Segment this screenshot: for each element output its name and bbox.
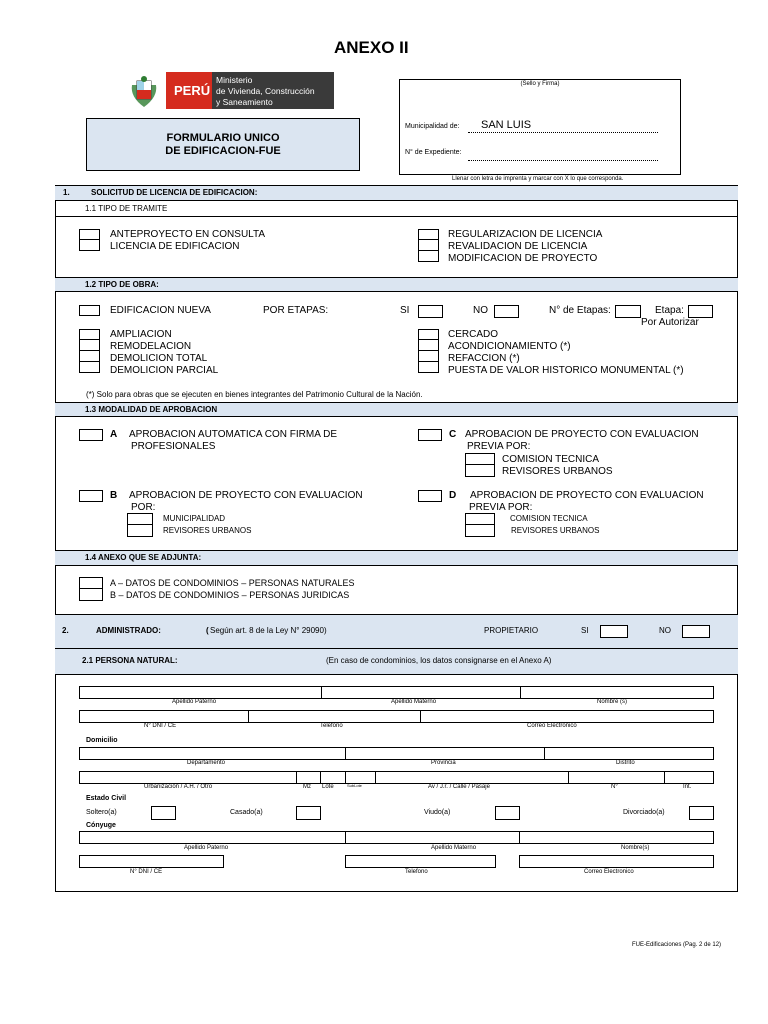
municipality-underline — [468, 132, 658, 133]
mz-field[interactable] — [296, 771, 321, 784]
checkbox-d-comision[interactable] — [465, 513, 495, 525]
checkbox-anteproyecto[interactable] — [79, 229, 100, 240]
obra-title: 1.2 TIPO DE OBRA: — [85, 280, 159, 289]
mod-a-letter: A — [110, 429, 118, 440]
conyuge-label: Cónyuge — [86, 822, 116, 829]
checkbox-propietario-no[interactable] — [682, 625, 710, 638]
c-correo-label: Correo Electronico — [584, 869, 634, 875]
urbanizacion-label: Urbanización / A.H. / Otro — [144, 784, 213, 790]
correo-label: Correo Electronico — [527, 723, 577, 729]
logo-country-text: PERÚ — [174, 83, 211, 98]
checkbox-c-comision[interactable] — [465, 453, 495, 465]
peru-coat-of-arms-icon — [128, 75, 160, 109]
apellido-paterno-label: Apellido Paterno — [172, 699, 217, 705]
mod-a-line-1: APROBACION AUTOMATICA CON FIRMA DE — [129, 429, 337, 440]
provincia-label: Provincia — [431, 760, 456, 766]
expediente-label: N° de Expediente: — [405, 149, 462, 156]
c-dni-label: N° DNI / CE — [130, 869, 163, 875]
section-2-number: 2. — [62, 626, 69, 635]
checkbox-b-municipalidad[interactable] — [127, 513, 153, 525]
checkbox-regularizacion[interactable] — [418, 229, 439, 240]
divider — [55, 216, 738, 217]
checkbox-modalidad-b[interactable] — [79, 490, 103, 502]
mod-c-line-1: APROBACION DE PROYECTO CON EVALUACION — [465, 429, 699, 440]
form-title-line-1: FORMULARIO UNICO — [166, 132, 280, 144]
stamp-box — [399, 79, 681, 175]
interior-label: Int. — [683, 784, 692, 790]
section-1-title: SOLICITUD DE LICENCIA DE EDIFICACION: — [91, 188, 258, 197]
mz-label: Mz — [303, 784, 311, 790]
c-telefono-label: Telefono — [405, 869, 428, 875]
checkbox-etapas-si[interactable] — [418, 305, 443, 318]
n-etapas-field[interactable] — [615, 305, 641, 318]
domicilio-label: Domicilio — [86, 737, 118, 744]
apellido-materno-label: Apellido Materno — [391, 699, 437, 705]
checkbox-demolicion-parcial[interactable] — [79, 362, 100, 373]
distrito-field[interactable] — [544, 747, 714, 760]
tramite-right-2: MODIFICACION DE PROYECTO — [448, 253, 598, 264]
estado-civil-label: Estado Civil — [86, 795, 127, 802]
propietario-si-label: SI — [581, 626, 589, 635]
page-title: ANEXO II — [334, 38, 409, 57]
numero-label: N° — [611, 784, 618, 790]
checkbox-c-revisores[interactable] — [465, 465, 495, 477]
distrito-label: Distrito — [616, 760, 635, 766]
lote-label: Lote — [322, 784, 334, 790]
c-apellido-materno-label: Apellido Materno — [431, 845, 477, 851]
via-field[interactable] — [375, 771, 569, 784]
checkbox-licencia-edificacion[interactable] — [79, 240, 100, 251]
anexo-title: 1.4 ANEXO QUE SE ADJUNTA: — [85, 553, 202, 562]
lote-field[interactable] — [320, 771, 346, 784]
checkbox-acondicionamiento[interactable] — [418, 340, 439, 351]
checkbox-anexo-b[interactable] — [79, 589, 103, 601]
nombres-field[interactable] — [520, 686, 714, 699]
tramite-left-1: LICENCIA DE EDIFICACION — [110, 241, 240, 252]
por-autorizar-label: Por Autorizar — [641, 317, 699, 328]
law-reference: Según art. 8 de la Ley N° 29090) — [210, 626, 327, 635]
interior-field[interactable] — [664, 771, 714, 784]
tramite-right-1: REVALIDACION DE LICENCIA — [448, 241, 588, 252]
anexo-opt-1: B – DATOS DE CONDOMINIOS – PERSONAS JURIDICAS — [110, 590, 350, 600]
propietario-no-label: NO — [659, 626, 671, 635]
checkbox-d-revisores[interactable] — [465, 525, 495, 537]
obra-left-1: REMODELACION — [110, 341, 192, 352]
c-correo-field[interactable] — [519, 855, 714, 868]
etapas-label: POR ETAPAS: — [263, 305, 329, 316]
checkbox-revalidacion[interactable] — [418, 240, 439, 251]
logo-ministry-line-3: y Saneamiento — [216, 97, 273, 107]
checkbox-modificacion[interactable] — [418, 251, 439, 262]
logo-ministry-line-2: de Vivienda, Construcción — [216, 86, 315, 96]
telefono-label: Telefono — [320, 723, 343, 729]
section-1-number: 1. — [63, 188, 70, 197]
pn-note: (En caso de condominios, los datos consignarse en el Anexo A) — [326, 656, 552, 665]
dni-label: N° DNI / CE — [144, 723, 177, 729]
mod-d-line-2: PREVIA POR: — [469, 502, 533, 513]
obra-left-0: AMPLIACION — [110, 329, 172, 340]
obra-left-2: DEMOLICION TOTAL — [110, 353, 208, 364]
checkbox-modalidad-d[interactable] — [418, 490, 442, 502]
checkbox-etapas-no[interactable] — [494, 305, 519, 318]
mod-b-line-1: APROBACION DE PROYECTO CON EVALUACION — [129, 490, 363, 501]
mod-d-letter: D — [449, 490, 457, 501]
checkbox-modalidad-c[interactable] — [418, 429, 442, 441]
checkbox-divorciado[interactable] — [689, 806, 714, 820]
mod-d-opt-1: REVISORES URBANOS — [511, 526, 600, 535]
pn-title: 2.1 PERSONA NATURAL: — [82, 656, 178, 665]
form-title-box — [86, 118, 360, 171]
checkbox-b-revisores[interactable] — [127, 525, 153, 537]
page-footer: FUE-Edificaciones (Pag. 2 de 12) — [632, 942, 722, 948]
section-2-title: ADMINISTRADO: — [96, 626, 161, 635]
nombres-label: Nombre (s) — [597, 699, 628, 705]
municipality-label: Municipalidad de: — [405, 123, 460, 130]
c-apellido-paterno-field[interactable] — [79, 831, 346, 844]
checkbox-anexo-a[interactable] — [79, 577, 103, 589]
mod-b-opt-1: REVISORES URBANOS — [163, 526, 252, 535]
obra-right-1: ACONDICIONAMIENTO (*) — [448, 341, 571, 352]
c-dni-field[interactable] — [79, 855, 224, 868]
anexo-opt-0: A – DATOS DE CONDOMINIOS – PERSONAS NATURALES — [110, 578, 355, 588]
obra-right-0: CERCADO — [448, 329, 499, 340]
modalidad-title: 1.3 MODALIDAD DE APROBACION — [85, 405, 218, 414]
departamento-field[interactable] — [79, 747, 346, 760]
obra-right-2: REFACCION (*) — [448, 353, 520, 364]
form-title-line-2: DE EDIFICACION-FUE — [165, 145, 281, 157]
mod-c-letter: C — [449, 429, 457, 440]
correo-field[interactable] — [420, 710, 714, 723]
ministry-logo — [166, 72, 334, 109]
c-nombres-field[interactable] — [519, 831, 714, 844]
etapas-si-label: SI — [400, 305, 410, 316]
soltero-label: Soltero(a) — [86, 809, 117, 816]
obra-note: (*) Solo para obras que se ejecuten en bienes integrantes del Patrimonio Cultural de la Nación. — [86, 390, 423, 399]
viudo-label: Viudo(a) — [424, 809, 451, 816]
mod-c-opt-1: REVISORES URBANOS — [502, 466, 613, 477]
sublote-label: SubLote — [347, 783, 362, 788]
checkbox-propietario-si[interactable] — [600, 625, 628, 638]
logo-ministry-line-1: Ministerio — [216, 75, 253, 85]
divorciado-label: Divorciado(a) — [623, 809, 665, 816]
mod-b-opt-0: MUNICIPALIDAD — [163, 514, 226, 523]
checkbox-cercado[interactable] — [418, 329, 439, 340]
dni-field[interactable] — [79, 710, 249, 723]
propietario-label: PROPIETARIO — [484, 626, 539, 635]
mod-c-opt-0: COMISION TECNICA — [502, 454, 600, 465]
mod-a-line-2: PROFESIONALES — [131, 441, 216, 452]
departamento-label: Departamento — [187, 760, 226, 766]
tramite-title: 1.1 TIPO DE TRAMITE — [85, 204, 168, 213]
numero-field[interactable] — [568, 771, 665, 784]
checkbox-puesta-valor[interactable] — [418, 362, 439, 373]
tramite-right-0: REGULARIZACION DE LICENCIA — [448, 229, 603, 240]
checkbox-ampliacion[interactable] — [79, 329, 100, 340]
expediente-underline[interactable] — [468, 160, 658, 161]
c-telefono-field[interactable] — [345, 855, 496, 868]
mod-d-line-1: APROBACION DE PROYECTO CON EVALUACION — [470, 490, 704, 501]
provincia-field[interactable] — [345, 747, 545, 760]
n-etapas-label: N° de Etapas: — [549, 305, 611, 316]
mod-c-line-2: PREVIA POR: — [467, 441, 531, 452]
etapas-no-label: NO — [473, 305, 488, 316]
mod-d-opt-0: COMISION TECNICA — [510, 514, 588, 523]
law-paren: ( — [206, 626, 209, 635]
instructions-text: Llenar con letra de imprenta y marcar con X lo que corresponda. — [452, 176, 624, 182]
obra-right-3: PUESTA DE VALOR HISTORICO MONUMENTAL (*) — [448, 365, 684, 376]
apellido-materno-field[interactable] — [321, 686, 521, 699]
nueva-label: EDIFICACION NUEVA — [110, 305, 211, 316]
casado-label: Casado(a) — [230, 809, 263, 816]
checkbox-casado[interactable] — [296, 806, 321, 820]
checkbox-soltero[interactable] — [151, 806, 176, 820]
via-label: Av / J.r. / Calle / Pasaje — [428, 784, 490, 790]
urbanizacion-field[interactable] — [79, 771, 297, 784]
obra-left-3: DEMOLICION PARCIAL — [110, 365, 219, 376]
c-apellido-materno-field[interactable] — [345, 831, 520, 844]
checkbox-refaccion[interactable] — [418, 351, 439, 362]
c-nombres-label: Nombre(s) — [621, 845, 650, 851]
mod-b-letter: B — [110, 490, 118, 501]
checkbox-modalidad-a[interactable] — [79, 429, 103, 441]
tramite-left-0: ANTEPROYECTO EN CONSULTA — [110, 229, 266, 240]
stamp-label: (Sello y Firma) — [520, 81, 560, 87]
c-apellido-paterno-label: Apellido Paterno — [184, 845, 229, 851]
checkbox-remodelacion[interactable] — [79, 340, 100, 351]
checkbox-viudo[interactable] — [495, 806, 520, 820]
municipality-value[interactable]: SAN LUIS — [481, 119, 532, 131]
telefono-field[interactable] — [248, 710, 421, 723]
checkbox-edificacion-nueva[interactable] — [79, 305, 100, 316]
mod-b-line-2: POR: — [131, 502, 156, 513]
checkbox-demolicion-total[interactable] — [79, 351, 100, 362]
etapa-label: Etapa: — [655, 305, 684, 316]
apellido-paterno-field[interactable] — [79, 686, 322, 699]
